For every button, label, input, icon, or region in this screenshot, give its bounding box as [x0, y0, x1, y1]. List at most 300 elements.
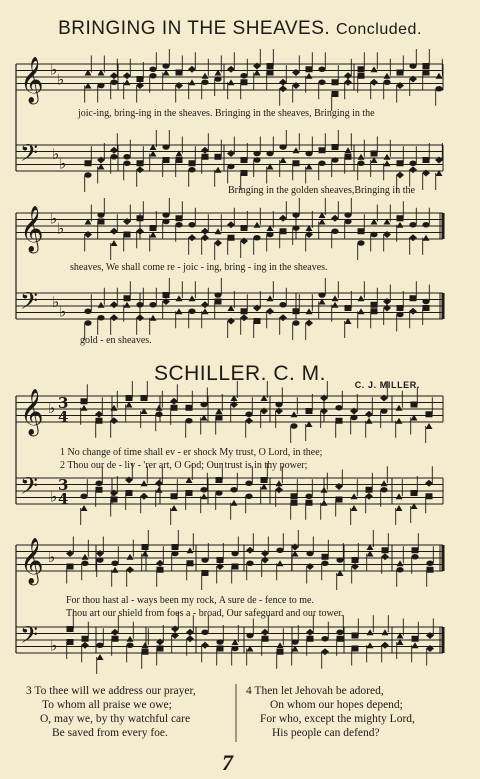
note-head	[267, 295, 274, 301]
note-head	[306, 73, 313, 79]
schiller-system2-verse2: Thou art our shield from foes a - broad, Our safeguard and our tower.	[66, 608, 344, 619]
note-head	[136, 314, 144, 321]
verse-4-line-2: On whom our hopes depend;	[270, 699, 403, 711]
note-head	[111, 497, 118, 503]
note-head	[85, 160, 92, 166]
note-head	[112, 567, 119, 573]
note-head	[162, 212, 169, 218]
note-head	[155, 411, 162, 417]
flat-sign: ♭	[50, 636, 58, 655]
note-head	[170, 398, 178, 405]
note-head	[423, 235, 430, 241]
note-head	[352, 633, 359, 639]
note-head	[124, 79, 131, 85]
note-head	[365, 411, 373, 418]
bass-clef: 𝄢	[20, 139, 39, 172]
note-head	[266, 151, 273, 157]
note-head	[150, 225, 157, 231]
hymn-title: BRINGING IN THE SHEAVES.	[58, 18, 331, 39]
note-head	[409, 234, 417, 241]
note-head	[275, 402, 282, 408]
note-head	[155, 480, 163, 487]
note-head	[215, 228, 222, 234]
note-head	[382, 629, 389, 635]
note-head	[411, 490, 418, 496]
note-head	[201, 642, 209, 649]
note-head	[381, 642, 389, 649]
note-head	[276, 547, 283, 553]
verse-4	[246, 684, 415, 740]
note-head	[136, 302, 143, 308]
note-head	[81, 405, 88, 411]
note-head	[176, 70, 183, 76]
note-head	[357, 240, 364, 246]
note-head	[126, 566, 134, 573]
note-head	[321, 560, 328, 566]
note-head	[396, 418, 403, 424]
note-head	[336, 557, 343, 563]
note-head	[423, 157, 430, 163]
note-head	[111, 629, 119, 636]
note-head	[307, 636, 314, 642]
note-head	[411, 554, 418, 560]
note-head	[162, 144, 169, 150]
note-head	[202, 154, 209, 160]
note-head	[171, 551, 178, 557]
note-head	[171, 505, 178, 511]
schiller-system1-verse1: 1 No change of time shall ev - er shock My trust, O Lord, in thee;	[60, 447, 323, 458]
note-head	[336, 629, 343, 635]
schiller-system1-verse2: 2 Thou our de - liv - 'rer art, O God; Our trust is in thy power;	[60, 460, 308, 471]
note-head	[410, 295, 417, 301]
note-head	[67, 626, 74, 632]
note-head	[366, 418, 373, 424]
note-head	[201, 557, 208, 563]
note-head	[157, 567, 164, 573]
treble-clef: 𝄞	[20, 57, 44, 103]
note-head	[358, 154, 365, 160]
note-head	[201, 301, 209, 308]
sheaves-system2-treble-lyrics: sheaves, We shall come re - joic - ing, bring - ing in the sheaves.	[70, 262, 328, 273]
note-head	[292, 320, 299, 326]
note-head	[215, 490, 222, 496]
note-head	[411, 402, 418, 408]
note-head	[142, 642, 149, 648]
note-head	[367, 642, 374, 648]
note-head	[397, 305, 404, 311]
note-head	[156, 560, 164, 567]
note-head	[187, 547, 194, 553]
note-head	[366, 487, 373, 493]
note-head	[358, 295, 365, 301]
note-head	[97, 654, 104, 660]
note-head	[351, 505, 358, 511]
time-signature-top: 3	[58, 476, 69, 494]
note-head	[112, 636, 119, 642]
note-head	[426, 493, 433, 499]
note-head	[291, 411, 298, 417]
note-head	[384, 160, 391, 166]
note-head	[425, 480, 433, 487]
note-head	[380, 408, 387, 414]
note-head	[321, 636, 328, 642]
note-head	[318, 79, 325, 85]
note-head	[81, 560, 88, 566]
treble-clef: 𝄞	[20, 206, 44, 252]
note-head	[275, 486, 283, 493]
note-head	[189, 79, 196, 85]
note-head	[150, 315, 157, 321]
note-head	[426, 411, 433, 417]
verse-3-line-1: 3 To thee will we address our prayer,	[26, 685, 196, 697]
schiller-system2-verse1: For thou hast al - ways been my rock, A sure de - fence to me.	[66, 595, 314, 606]
note-head	[186, 405, 193, 411]
flat-sign: ♭	[48, 548, 56, 566]
note-head	[305, 493, 312, 499]
note-head	[171, 405, 178, 411]
note-head	[371, 302, 378, 308]
note-head	[215, 154, 222, 160]
note-head	[336, 418, 343, 424]
note-head	[397, 215, 404, 221]
note-head	[111, 560, 118, 566]
note-head	[332, 302, 339, 308]
note-head	[176, 157, 183, 163]
note-head	[409, 166, 417, 173]
note-head	[84, 172, 91, 178]
note-head	[188, 222, 195, 228]
note-head	[397, 560, 404, 566]
note-head	[291, 500, 298, 506]
time-signature-bottom: 4	[58, 490, 69, 508]
note-head	[214, 292, 221, 298]
note-head	[201, 629, 208, 635]
note-head	[214, 76, 221, 82]
note-head	[245, 417, 253, 424]
note-head	[321, 648, 329, 655]
note-head	[202, 73, 209, 79]
note-head	[279, 79, 287, 86]
note-head	[291, 639, 298, 645]
note-head	[306, 308, 313, 314]
note-head	[172, 544, 179, 550]
note-head	[396, 172, 404, 179]
note-head	[189, 295, 196, 301]
note-head	[293, 308, 300, 314]
note-head	[331, 215, 339, 222]
note-head	[241, 170, 248, 176]
note-head	[136, 166, 144, 173]
note-head	[127, 636, 134, 642]
note-head	[200, 487, 207, 493]
note-head	[217, 557, 224, 563]
note-head	[228, 235, 235, 241]
verse-3-line-3: O, may we, by thy watchful care	[40, 713, 191, 725]
note-head	[163, 292, 170, 298]
note-head	[189, 160, 196, 166]
note-head	[176, 308, 183, 314]
note-head	[163, 157, 170, 163]
note-head	[335, 405, 342, 411]
note-head	[245, 493, 252, 499]
note-head	[137, 160, 144, 166]
verse-4-line-4: His people can defend?	[272, 727, 380, 739]
note-head	[123, 72, 131, 79]
note-head	[292, 225, 299, 231]
note-head	[380, 487, 387, 493]
note-head	[436, 73, 443, 79]
note-head	[332, 91, 339, 97]
note-head	[358, 308, 365, 314]
note-head	[136, 228, 144, 235]
note-head	[149, 302, 156, 308]
note-head	[162, 219, 169, 225]
note-head	[412, 642, 419, 648]
note-head	[280, 228, 287, 234]
note-head	[305, 320, 313, 327]
note-head	[358, 66, 365, 72]
note-head	[176, 295, 183, 301]
note-head	[357, 160, 364, 166]
verse-3-line-4: Be saved from every foe.	[52, 727, 168, 739]
note-head	[241, 79, 248, 85]
note-head	[95, 480, 102, 486]
note-head	[345, 305, 352, 311]
note-head	[409, 160, 416, 166]
note-head	[84, 320, 91, 326]
note-head	[332, 79, 339, 85]
note-head	[227, 66, 235, 73]
page-number: 7	[222, 750, 233, 775]
composer-credit: C. J. MILLER.	[354, 380, 420, 390]
note-head	[175, 222, 182, 228]
note-head	[382, 547, 389, 553]
note-head	[396, 405, 403, 411]
note-head	[345, 147, 352, 153]
note-head	[216, 639, 223, 645]
note-head	[267, 70, 274, 76]
note-head	[277, 649, 284, 655]
note-head	[306, 408, 313, 414]
note-head	[384, 73, 391, 79]
note-head	[262, 636, 269, 642]
note-head	[200, 402, 207, 408]
note-head	[201, 234, 209, 241]
note-head	[217, 646, 224, 652]
bass-clef: 𝄢	[20, 621, 39, 654]
note-head	[97, 315, 104, 321]
note-head	[253, 151, 260, 157]
note-head	[276, 480, 283, 486]
flat-sign: ♭	[52, 292, 60, 311]
note-head	[365, 493, 373, 500]
note-head	[321, 487, 328, 493]
flat-sign: ♭	[57, 219, 65, 238]
note-head	[110, 228, 118, 235]
title-suffix: Concluded.	[335, 21, 422, 38]
note-head	[82, 554, 89, 560]
note-head	[397, 70, 404, 76]
note-head	[67, 639, 74, 645]
note-head	[426, 423, 433, 429]
note-head	[241, 157, 248, 163]
note-head	[306, 551, 313, 557]
flat-sign: ♭	[50, 209, 58, 228]
note-head	[126, 395, 133, 401]
note-head	[214, 240, 222, 247]
note-head	[319, 147, 326, 153]
note-head	[396, 567, 403, 573]
note-head	[231, 646, 238, 652]
note-head	[291, 493, 298, 499]
note-head	[81, 398, 88, 404]
note-head	[245, 411, 252, 417]
note-head	[124, 295, 131, 301]
note-head	[216, 415, 223, 421]
note-head	[321, 500, 328, 506]
note-head	[81, 642, 89, 649]
verse-3	[26, 684, 196, 740]
note-head	[98, 219, 105, 225]
note-head	[246, 547, 254, 554]
treble-clef: 𝄞	[20, 538, 44, 584]
note-head	[370, 232, 377, 238]
note-head	[344, 212, 351, 218]
note-head	[110, 154, 117, 160]
note-head	[110, 72, 118, 79]
note-head	[110, 314, 118, 321]
note-head	[423, 70, 430, 76]
note-head	[381, 553, 389, 560]
note-head	[412, 547, 419, 553]
note-head	[384, 154, 391, 160]
note-head	[231, 551, 238, 557]
note-head	[96, 418, 103, 424]
note-head	[157, 646, 164, 652]
flat-sign: ♭	[48, 399, 56, 417]
note-head	[188, 167, 195, 173]
note-head	[186, 490, 193, 496]
sheaves-system2-bass-lyrics: gold - en sheaves.	[80, 335, 152, 346]
flat-sign: ♭	[59, 302, 67, 321]
flat-sign: ♭	[50, 487, 58, 506]
note-head	[422, 222, 429, 228]
note-head	[261, 477, 268, 483]
note-head	[228, 79, 235, 85]
note-head	[409, 63, 416, 69]
note-head	[352, 646, 359, 652]
note-head	[156, 405, 163, 411]
note-head	[409, 222, 416, 228]
note-head	[216, 477, 223, 483]
note-head	[201, 228, 209, 235]
note-head	[67, 564, 74, 570]
note-head	[126, 642, 133, 648]
note-head	[253, 235, 260, 241]
note-head	[351, 493, 358, 499]
note-head	[124, 232, 131, 238]
note-head	[371, 308, 378, 314]
note-head	[318, 66, 325, 72]
note-head	[337, 636, 344, 642]
note-head	[96, 557, 103, 563]
note-head	[426, 560, 433, 566]
note-head	[422, 299, 429, 305]
verse-4-line-3: For who, except the mighty Lord,	[260, 713, 415, 725]
note-head	[98, 302, 105, 308]
note-head	[345, 154, 352, 160]
note-head	[279, 314, 287, 321]
note-head	[344, 219, 351, 225]
note-head	[306, 500, 313, 506]
note-head	[358, 73, 365, 79]
note-head	[126, 490, 133, 496]
note-head	[344, 72, 352, 79]
note-head	[331, 228, 338, 234]
note-head	[318, 160, 325, 166]
note-head	[279, 302, 286, 308]
note-head	[95, 411, 103, 418]
note-head	[137, 215, 144, 221]
note-head	[381, 480, 388, 486]
note-head	[123, 160, 130, 166]
note-head	[305, 151, 312, 157]
note-head	[110, 301, 118, 308]
note-head	[267, 63, 274, 69]
note-head	[277, 560, 284, 566]
note-head	[397, 160, 404, 166]
note-head	[141, 395, 148, 401]
note-head	[142, 649, 149, 655]
note-head	[350, 415, 357, 421]
note-head	[149, 66, 156, 72]
note-head	[367, 629, 374, 635]
hymn-title-schiller: SCHILLER. C. M.	[153, 362, 327, 385]
note-head	[293, 160, 300, 166]
note-head	[352, 557, 359, 563]
bass-clef: 𝄢	[20, 287, 39, 320]
note-head	[412, 636, 419, 642]
flat-sign: ♭	[52, 144, 60, 163]
note-head	[187, 560, 194, 566]
note-head	[124, 302, 131, 308]
note-head	[110, 417, 118, 424]
note-head	[201, 79, 208, 85]
note-head	[306, 629, 314, 636]
note-head	[96, 642, 103, 648]
note-head	[215, 299, 222, 305]
note-head	[261, 629, 269, 636]
time-signature-bottom: 4	[58, 408, 69, 426]
note-head	[231, 500, 238, 506]
note-head	[279, 85, 287, 92]
note-head	[306, 66, 313, 72]
note-head	[292, 212, 299, 218]
note-head	[396, 312, 403, 318]
note-head	[266, 232, 273, 238]
note-head	[240, 73, 247, 79]
note-head	[97, 83, 104, 89]
note-head	[97, 212, 104, 218]
note-head	[149, 73, 156, 79]
note-head	[188, 234, 196, 241]
note-head	[111, 240, 118, 246]
note-head	[123, 154, 130, 160]
note-head	[344, 79, 352, 86]
sheaves-system1-bass-lyrics: Bringing in the golden sheaves,Bringing in the	[228, 185, 415, 196]
note-head	[279, 144, 286, 150]
bass-clef: 𝄢	[20, 472, 39, 505]
